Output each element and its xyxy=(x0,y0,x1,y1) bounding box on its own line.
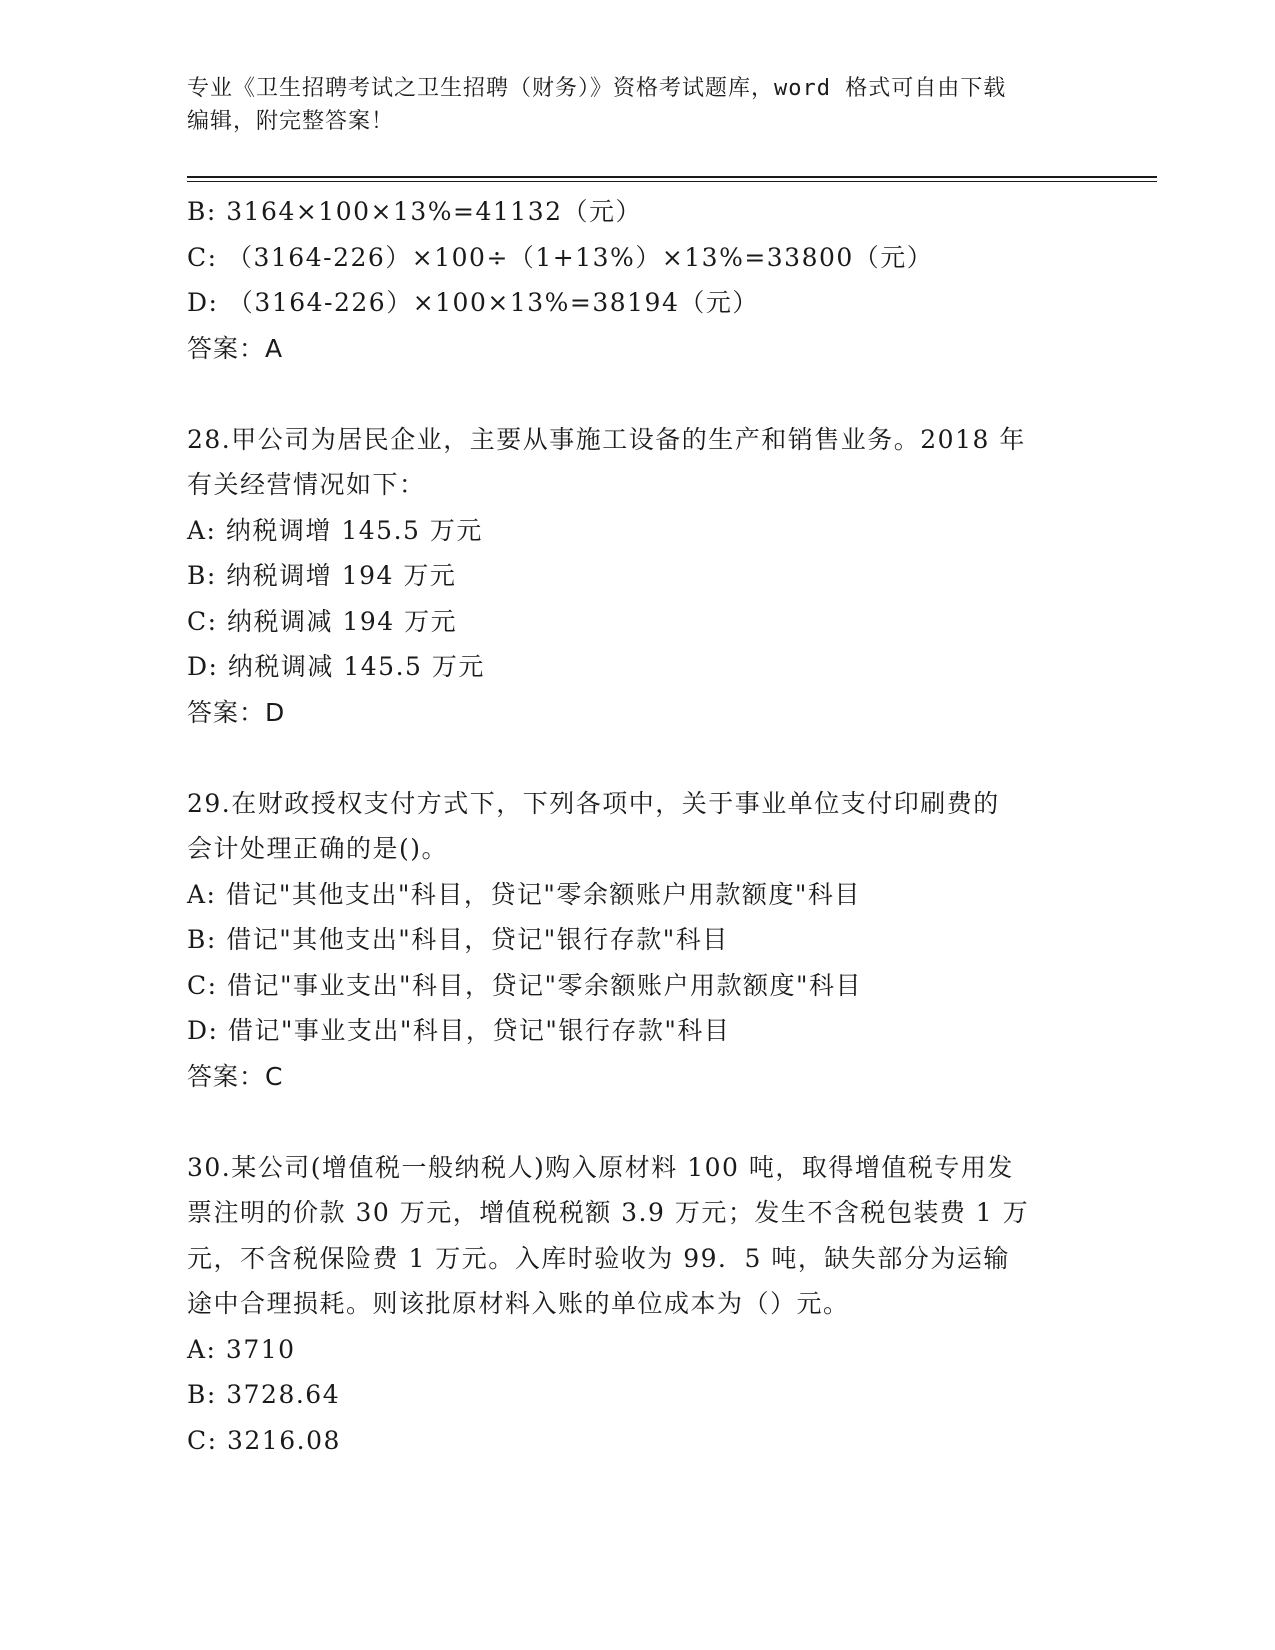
header-line-1: 专业《卫生招聘考试之卫生招聘（财务）》资格考试题库，word 格式可自由下载 xyxy=(187,76,1007,101)
header-line-2: 编辑，附完整答案！ xyxy=(187,109,395,134)
option-c: C: （3164-226）×100÷（1+13%）×13%=33800（元） xyxy=(187,242,934,272)
answer-line: 答案：A xyxy=(187,333,284,363)
header-divider-thin xyxy=(187,181,1157,182)
option-b: B: 3164×100×13%=41132（元） xyxy=(187,197,643,226)
option-c: C: 纳税调减 194 万元 xyxy=(187,606,458,636)
answer-line: 答案：D xyxy=(187,697,286,727)
spacer xyxy=(187,735,1097,781)
question-stem-line: 30.某公司(增值税一般纳税人)购入原材料 100 吨，取得增值税专用发 xyxy=(187,1152,1014,1182)
option-a: A: 借记"其他支出"科目，贷记"零余额账户用款额度"科目 xyxy=(187,879,861,909)
question-stem-line: 途中合理损耗。则该批原材料入账的单位成本为（）元。 xyxy=(187,1289,850,1318)
question-stem-line: 票注明的价款 30 万元，增值税税额 3.9 万元；发生不含税包装费 1 万 xyxy=(187,1198,1030,1227)
document-header xyxy=(187,72,1087,138)
question-30 xyxy=(187,1145,1097,1464)
option-a: A: 纳税调增 145.5 万元 xyxy=(187,515,483,545)
spacer xyxy=(187,1099,1097,1145)
option-d: D: 借记"事业支出"科目，贷记"银行存款"科目 xyxy=(187,1016,731,1045)
question-stem-line: 28.甲公司为居民企业，主要从事施工设备的生产和销售业务。2018 年 xyxy=(187,424,1026,454)
option-b: B: 借记"其他支出"科目，贷记"银行存款"科目 xyxy=(187,925,729,954)
question-stem-line: 有关经营情况如下： xyxy=(187,470,426,499)
option-a: A: 3710 xyxy=(187,1334,296,1364)
question-stem-line: 元，不含税保险费 1 万元。入库时验收为 99．5 吨，缺失部分为运输 xyxy=(187,1243,1010,1273)
option-c: C: 3216.08 xyxy=(187,1425,341,1455)
option-b: B: 3728.64 xyxy=(187,1380,341,1409)
option-b: B: 纳税调增 194 万元 xyxy=(187,561,457,590)
question-stem-line: 会计处理正确的是()。 xyxy=(187,834,449,863)
answer-line: 答案：C xyxy=(187,1061,284,1091)
option-d: D: （3164-226）×100×13%=38194（元） xyxy=(187,288,759,317)
header-divider-thick xyxy=(187,176,1157,178)
question-28 xyxy=(187,417,1097,736)
option-d: D: 纳税调减 145.5 万元 xyxy=(187,652,485,681)
spacer xyxy=(187,371,1097,417)
option-c: C: 借记"事业支出"科目，贷记"零余额账户用款额度"科目 xyxy=(187,970,862,1000)
question-content xyxy=(187,189,1097,1463)
question-29 xyxy=(187,781,1097,1100)
question-27 xyxy=(187,189,1097,371)
question-stem-line: 29.在财政授权支付方式下，下列各项中，关于事业单位支付印刷费的 xyxy=(187,788,1000,818)
